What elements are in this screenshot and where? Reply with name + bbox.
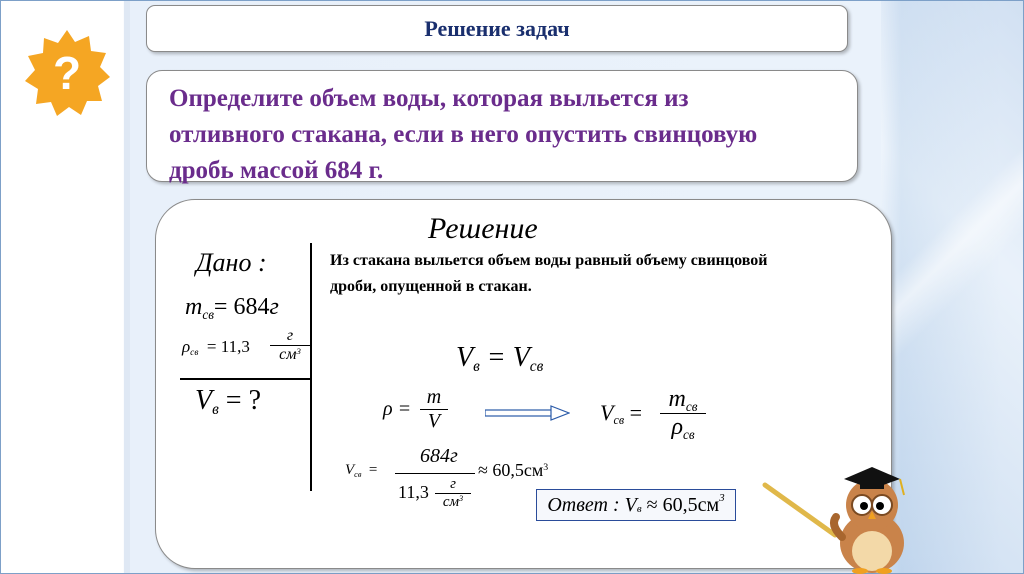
- left-strip: [124, 1, 130, 574]
- given-mass: [185, 294, 279, 321]
- problem-line: дробь массой 684 г.: [169, 157, 384, 184]
- computation-den-prefix: 11,3: [398, 482, 429, 502]
- computation-lhs: Vсв =: [345, 462, 378, 479]
- answer-value: ≈ 60,5см: [646, 493, 720, 516]
- find-sub: в: [212, 401, 219, 419]
- problem-line: отливного стакана, если в него опустить свинцовую: [169, 121, 758, 148]
- mass-value: = 684: [213, 294, 270, 320]
- mass-unit: г: [269, 294, 279, 320]
- explanation-line: дроби, опущенной в стакан.: [330, 278, 532, 295]
- page-title: Решение задач: [424, 15, 570, 41]
- find-symbol: V: [195, 385, 213, 416]
- density-unit-den: $см^3$: [279, 345, 301, 363]
- given-density: [182, 337, 250, 357]
- explanation-line: Из стакана выльется объем воды равный объему свинцовой: [330, 252, 768, 269]
- mass-sub: св: [202, 306, 214, 322]
- problem-panel: [146, 70, 858, 182]
- answer-box: Ответ : V в ≈ 60,5см 3: [536, 489, 736, 521]
- equation-volume-lhs: Vсв =: [600, 400, 642, 428]
- solution-explanation: [330, 248, 860, 300]
- equation-density-lhs: ρ =: [383, 398, 412, 420]
- equation-volume-fraction: mсв ρсв: [660, 386, 706, 441]
- given-separator: [310, 243, 312, 491]
- problem-line: Определите объем воды, которая выльется из: [169, 85, 689, 112]
- computation-numerator: 684г: [420, 445, 458, 467]
- mass-symbol: m: [185, 294, 203, 320]
- computation-den-unit: г $см^3$: [435, 476, 471, 511]
- question-mark: ?: [52, 47, 82, 99]
- density-symbol: ρ: [182, 337, 191, 356]
- density-sub: св: [190, 348, 199, 359]
- solution-heading: Решение: [428, 212, 538, 245]
- equation-volumes: Vв = Vсв: [456, 342, 544, 376]
- given-label: Дано :: [196, 248, 267, 277]
- given-divider: [180, 378, 312, 380]
- density-unit-num: г: [286, 327, 294, 344]
- owl-teacher-icon: [760, 455, 925, 574]
- answer-label: Ответ :: [547, 493, 620, 516]
- answer-symbol: V: [624, 493, 637, 516]
- density-unit-fraction: [270, 327, 310, 364]
- title-panel: [146, 5, 848, 52]
- problem-text: [169, 81, 849, 189]
- equation-density-fraction: m V: [420, 386, 448, 433]
- find-value: = ?: [225, 385, 262, 416]
- density-value: = 11,3: [206, 337, 250, 356]
- arrow-right-icon: [485, 405, 570, 421]
- computation-result: ≈ $60,5см^3$: [478, 460, 549, 480]
- computation-bar: [395, 473, 475, 474]
- find-quantity: [195, 385, 261, 417]
